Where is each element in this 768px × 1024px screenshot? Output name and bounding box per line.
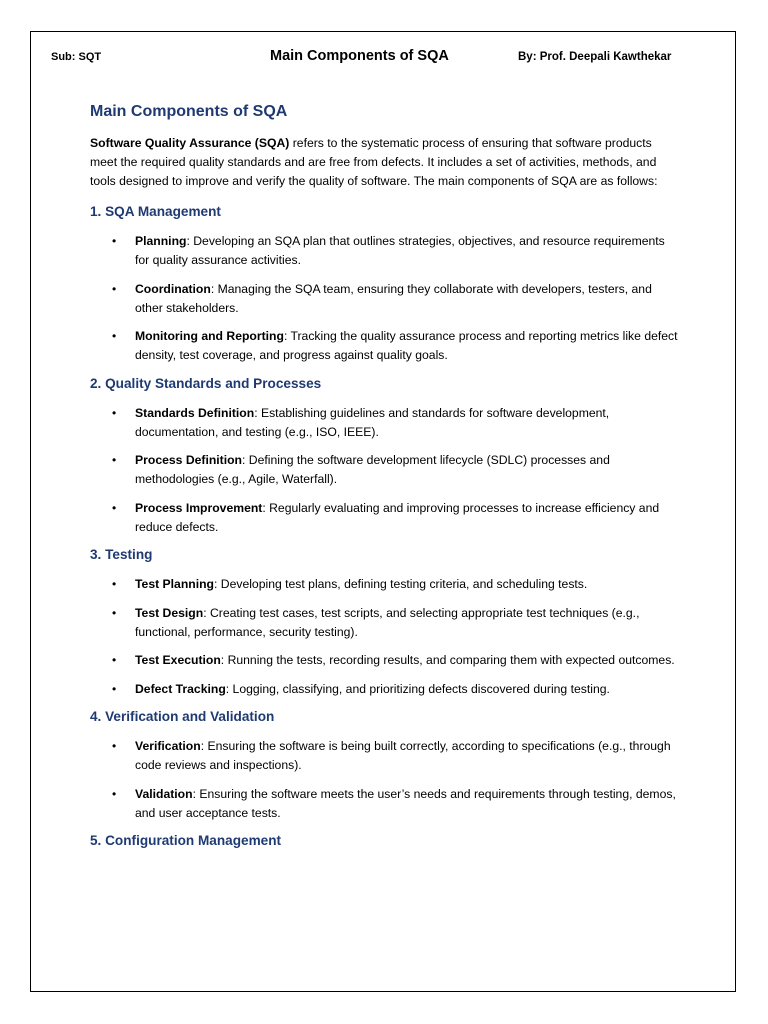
bullet-icon: • <box>112 786 117 801</box>
item-term: Verification <box>135 739 201 753</box>
section-4 <box>90 708 680 823</box>
item-text: : Defining the software development lifecycle (SDLC) processes and methodologies (e.g., Agile, Waterfall). <box>135 453 610 486</box>
bullet-icon: • <box>112 605 117 620</box>
bullet-icon: • <box>112 739 117 753</box>
item-term: Defect Tracking <box>135 681 226 696</box>
bullet-list <box>90 737 680 823</box>
list-item <box>90 499 680 537</box>
item-text: : Regularly evaluating and improving processes to increase efficiency and reduce defects. <box>135 500 660 534</box>
section-heading: 5. Configuration Management <box>90 833 282 848</box>
bullet-icon: • <box>112 234 117 248</box>
list-item <box>90 575 680 594</box>
list-item <box>90 280 680 318</box>
item-text: : Running the tests, recording results, and comparing them with expected outcomes. <box>220 653 675 667</box>
list-item <box>90 785 680 823</box>
header-author: By: Prof. Deepali Kawthekar <box>518 51 672 63</box>
section-2 <box>90 375 680 537</box>
item-term: Coordination <box>135 281 211 296</box>
item-text: : Ensuring the software is being built correctly, according to specifications (e.g., through code reviews and inspections). <box>135 739 671 772</box>
bullet-list <box>90 575 680 699</box>
item-term: Process Improvement <box>135 500 263 515</box>
bullet-icon: • <box>112 577 117 591</box>
item-text: : Managing the SQA team, ensuring they collaborate with developers, testers, and other stakeholders. <box>135 281 652 315</box>
bullet-icon: • <box>112 653 117 667</box>
bullet-icon: • <box>112 405 117 420</box>
item-text: : Developing test plans, defining testing criteria, and scheduling tests. <box>214 577 588 591</box>
item-term: Monitoring and Reporting <box>135 329 284 343</box>
section-heading: 4. Verification and Validation <box>90 709 275 724</box>
bullet-icon: • <box>112 329 117 343</box>
list-item <box>90 737 680 775</box>
item-term: Planning <box>135 234 187 248</box>
item-term: Test Execution <box>135 653 221 667</box>
item-text: : Establishing guidelines and standards for software development, documentation, and testing (e.g., ISO, IEEE). <box>135 405 610 439</box>
header-title: Main Components of SQA <box>270 48 449 64</box>
bullet-list <box>90 404 680 537</box>
item-text: : Ensuring the software meets the user’s needs and requirements through testing, demos, and user acceptance tests. <box>135 786 676 820</box>
list-item <box>90 651 680 670</box>
list-item <box>90 327 680 365</box>
item-term: Standards Definition <box>135 405 255 420</box>
list-item <box>90 451 680 489</box>
document-body <box>90 102 680 861</box>
bullet-list <box>90 232 680 365</box>
section-5 <box>90 832 680 850</box>
intro-text: refers to the systematic process of ensuring that software products meet the required quality standards and are free from defects. It includes a set of activities, methods, and tools designed to improve and verify the quality of software. The main components of SQA are as follows: <box>90 136 658 188</box>
item-term: Test Planning <box>135 577 214 591</box>
document-title: Main Components of SQA <box>90 103 288 120</box>
bullet-icon: • <box>112 500 117 515</box>
section-heading: 1. SQA Management <box>90 204 221 219</box>
section-heading: 3. Testing <box>90 547 153 562</box>
section-3 <box>90 546 680 699</box>
item-text: : Developing an SQA plan that outlines strategies, objectives, and resource requirements for quality assurance activities. <box>135 234 665 267</box>
item-text: : Logging, classifying, and prioritizing defects discovered during testing. <box>225 681 610 696</box>
intro-term: Software Quality Assurance (SQA) <box>90 136 290 150</box>
list-item <box>90 232 680 270</box>
item-text: : Tracking the quality assurance process and reporting metrics like defect density, test coverage, and progress against quality goals. <box>135 329 678 362</box>
list-item <box>90 680 680 699</box>
item-term: Validation <box>135 786 193 801</box>
bullet-icon: • <box>112 281 117 296</box>
header-subject: Sub: SQT <box>51 51 102 63</box>
section-heading: 2. Quality Standards and Processes <box>90 375 322 391</box>
list-item <box>90 604 680 642</box>
bullet-icon: • <box>112 681 117 696</box>
intro-paragraph <box>90 134 680 191</box>
list-item <box>90 404 680 442</box>
item-term: Process Definition <box>135 453 243 467</box>
section-1 <box>90 203 680 365</box>
item-term: Test Design <box>135 605 204 620</box>
bullet-icon: • <box>112 453 117 467</box>
item-text: : Creating test cases, test scripts, and selecting appropriate test techniques (e.g., functional, performance, security testing). <box>135 605 640 639</box>
